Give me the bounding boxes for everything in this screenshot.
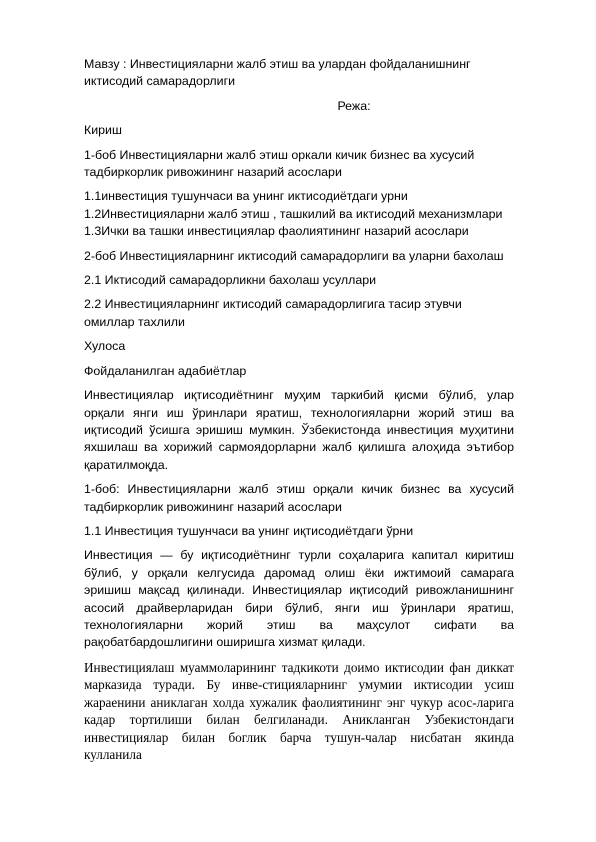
research-paragraph: Инвестициялаш муаммоларининг тадкикоти доимо иктисодии фан диккат марказида туради. Бу инве-стицияларнинг умумии иктисодии усиш жараенини аниклаган холда хужалик фаолиятининг энг чукур асос-ларига кадар тортилиши билан белгиланади. Аникланган Узбекистондаги инвестициялар билан боглик барча тушун-чалар нисбатан якинда кулланила [84,659,514,763]
chapter1-heading: 1-боб: Инвестицияларни жалб этиш орқали кичик бизнес ва хусусий тадбиркорлик ривожининг назарий асослари [84,482,514,514]
chapter1-item: 1-боб Инвестицияларни жалб этиш оркали кичик бизнес ва хусусий тадбиркорлик ривожининг назарий асослари [84,147,475,180]
section-1-3-item: 1.3Ички ва ташки инвестициялар фаолиятининг назарий асослари [84,224,469,239]
investment-definition-paragraph: Инвестиция — бу иқтисодиётнинг турли соҳаларига капитал киритиш бўлиб, у орқали келгусида даромад олиш ёки ижтимоий самарага эришиш мақсад қилинади. Инвестициялар иқтисодий ривожланишнинг асосий драйверларидан бири бўлиб, янги иш ўринлари яратиш, технологияларни жорий этиш ва маҳсулот сифати ва рақобатбардошлигини оширишга хизмат қилади. [84,548,514,650]
intro-paragraph: Инвестициялар иқтисодиётнинг муҳим таркибий қисми бўлиб, улар орқали янги иш ўринлари яратиш, технологияларни жорий этиш ва иқтисодий ўсишга эришиш мумкин. Ўзбекистонда инвестиция муҳитини яхшилаш ва хорижий сармоядорларни жалб қилишга алоҳида эътибор қаратилмоқда. [84,388,514,472]
section-2-2-item: 2.2 Инвестицияларнинг иктисодий самарадорлигига тасир этувчи омиллар тахлили [84,297,462,329]
chapter2-item: 2-боб Инвестицияларнинг иктисодий самарадорлиги ва уларни бахолаш [84,248,504,263]
section-1-1-item: 1.1инвестиция тушунчаси ва унинг иктисодиётдаги урни [84,189,408,204]
references-item: Фойдаланилган адабиётлар [84,363,247,378]
section-1-1-heading: 1.1 Инвестиция тушунчаси ва унинг иқтисодиётдаги ўрни [84,523,414,538]
document-body [84,56,514,771]
section-2-1-item: 2.1 Иктисодий самарадорликни бахолаш усуллари [84,273,377,288]
intro-item: Кириш [84,123,122,138]
section-1-2-item: 1.2Инвестицияларни жалб этиш , ташкилий ва иктисодий механизмлари [84,206,503,221]
chapter1-sections [84,188,514,240]
plan-heading: Режа: [337,98,371,113]
topic-line: Мавзу : Инвестицияларни жалб этиш ва улардан фойдаланишнинг иктисодий самарадорлиги [84,57,471,89]
conclusion-item: Хулоса [84,339,126,354]
